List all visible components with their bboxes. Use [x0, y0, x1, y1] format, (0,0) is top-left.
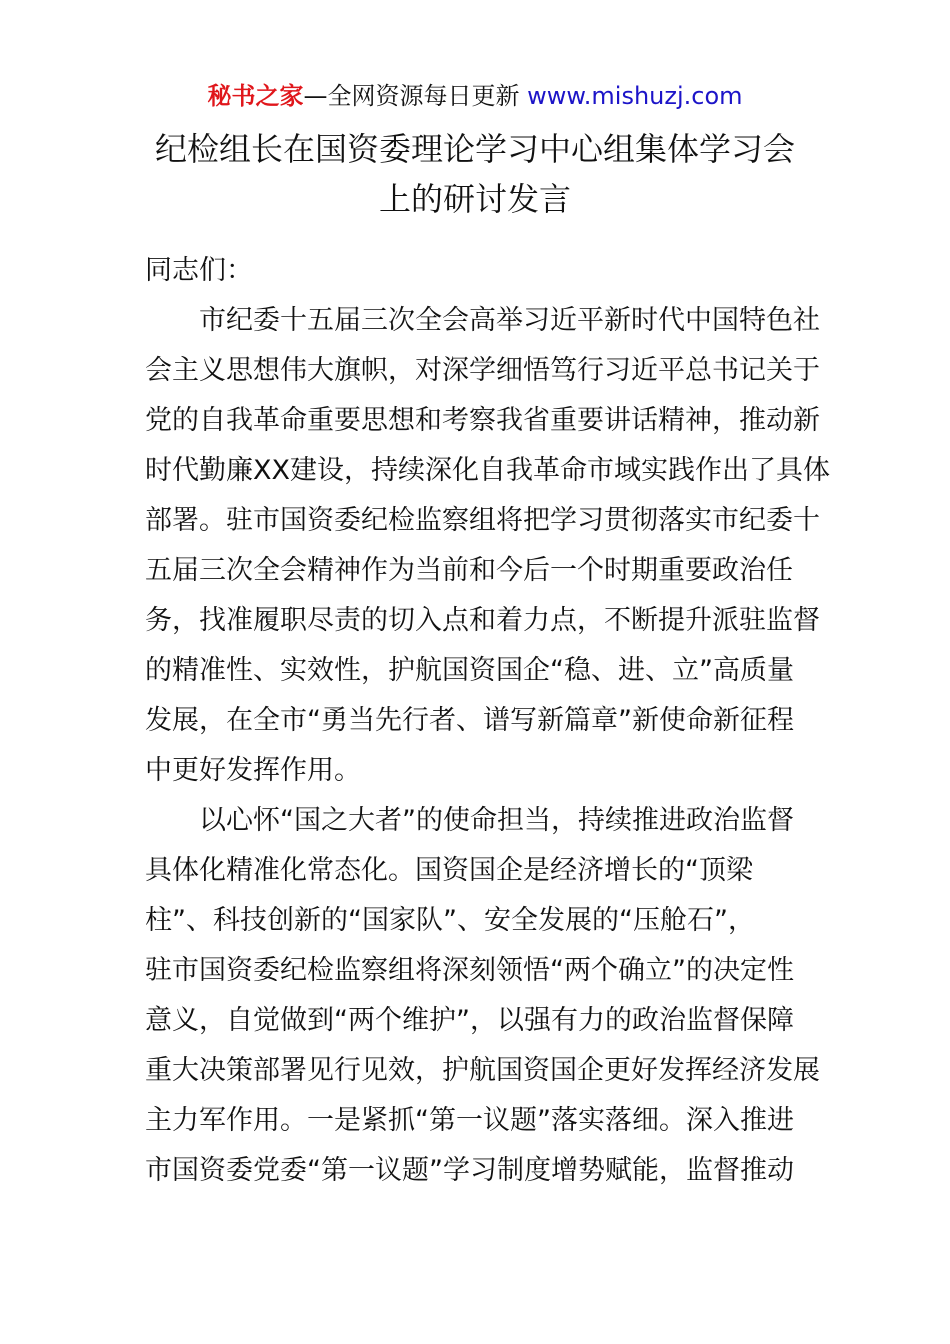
paragraph-line: 主力军作用。一是紧抓“第一议题”落实落细。深入推进: [145, 1105, 794, 1136]
brand-name: 秘书之家: [207, 82, 304, 110]
paragraph-line: 会主义思想伟大旗帜，对深学细悟笃行习近平总书记关于: [145, 355, 820, 386]
paragraph-line: 重大决策部署见行见效，护航国资国企更好发挥经济发展: [145, 1055, 820, 1086]
paragraph-line: 党的自我革命重要思想和考察我省重要讲话精神，推动新: [145, 405, 820, 436]
document-body: [145, 246, 830, 1196]
site-url-link[interactable]: www.mishuzj.com: [527, 82, 743, 110]
paragraph-line: 务，找准履职尽责的切入点和着力点，不断提升派驻监督: [145, 605, 820, 636]
paragraph-line: 五届三次全会精神作为当前和今后一个时期重要政治任: [145, 555, 793, 586]
paragraph-line: 意义，自觉做到“两个维护”，以强有力的政治监督保障: [145, 1005, 794, 1036]
paragraph-line: 以心怀“国之大者”的使命担当，持续推进政治监督: [199, 805, 794, 836]
paragraph-line: 柱”、科技创新的“国家队”、安全发展的“压舱石”，: [145, 905, 755, 936]
paragraph-line: 的精准性、实效性，护航国资国企“稳、进、立”高质量: [145, 655, 794, 686]
paragraph-2: [145, 796, 820, 1196]
paragraph-line: 具体化精准化常态化。国资国企是经济增长的“顶梁: [145, 855, 753, 886]
title-line: 上的研讨发言: [378, 180, 571, 218]
paragraph-line: 中更好发挥作用。: [145, 755, 361, 786]
paragraph-line: 市国资委党委“第一议题”学习制度增势赋能，监督推动: [145, 1155, 794, 1186]
header-tagline: —全网资源每日更新: [303, 82, 528, 110]
paragraph-line: 驻市国资委纪检监察组将深刻领悟“两个确立”的决定性: [145, 955, 794, 986]
document-title: [130, 124, 820, 224]
paragraph-line: 发展，在全市“勇当先行者、谱写新篇章”新使命新征程: [145, 705, 794, 736]
title-line: 纪检组长在国资委理论学习中心组集体学习会: [154, 130, 795, 168]
paragraph-line: 时代勤廉XX建设，持续深化自我革命市域实践作出了具体: [145, 455, 830, 486]
salutation: 同志们：: [145, 255, 253, 286]
site-header: [0, 78, 950, 114]
paragraph-line: 市纪委十五届三次全会高举习近平新时代中国特色社: [199, 305, 820, 336]
paragraph-1: [145, 296, 830, 796]
paragraph-line: 部署。驻市国资委纪检监察组将把学习贯彻落实市纪委十: [145, 505, 820, 536]
